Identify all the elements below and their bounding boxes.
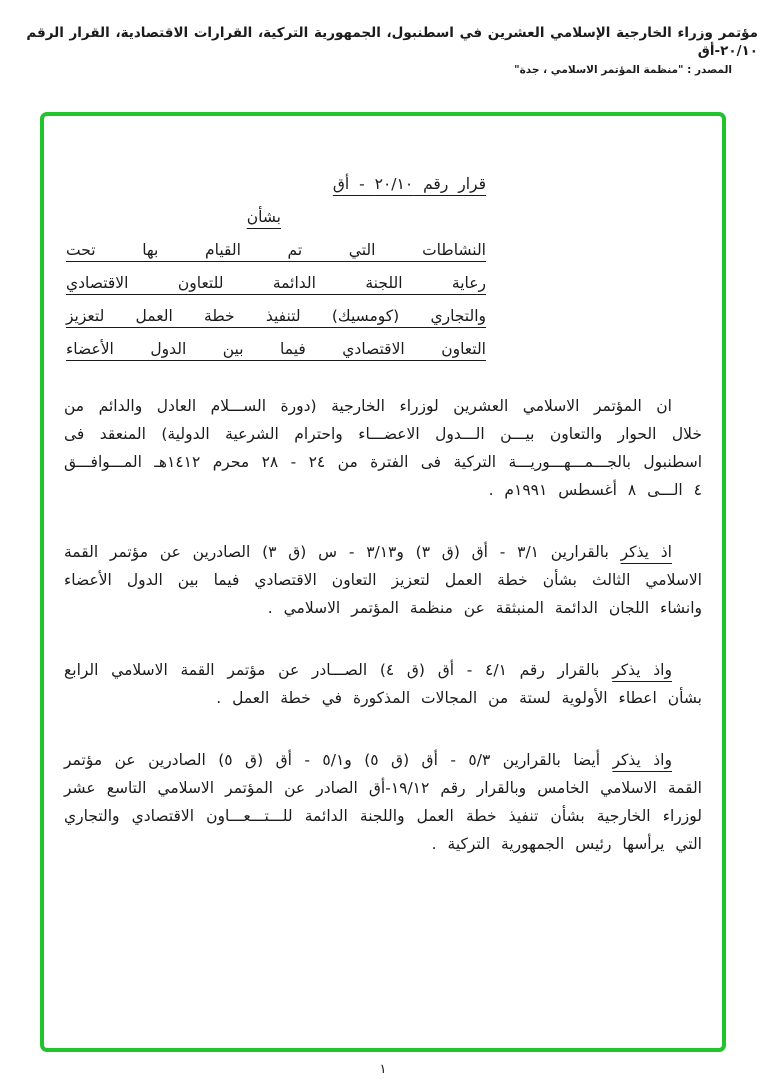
resolution-regarding-line — [66, 201, 486, 234]
paragraph-text: بالقرارين ٣/١ - أق (ق ٣) و٣/١٣ - س (ق ٣) الصادرين عن مؤتمر القمة الاسلامي الثالث بشأن خطة العمل لتعزيز التعاون الاقتصادي فيما بين الدول الأعضاء وانشاء اللجان الدائمة المنبثقة عن منظمة المؤتمر الاسلامي . — [64, 543, 702, 618]
resolution-number-text: قرار رقم ٢٠/١٠ - أق — [332, 175, 486, 194]
page-number: ١ — [379, 1062, 387, 1078]
resolution-subject-line-3 — [66, 300, 486, 333]
paragraph-lead: واذ يذكر — [612, 751, 672, 770]
resolution-subject-text-4: التعاون الاقتصادي فيما بين الدول الأعضاء — [66, 340, 486, 359]
document-header — [0, 0, 766, 76]
resolution-subject-line-1 — [66, 234, 486, 267]
resolution-subject-text-1: النشاطات التي تم القيام بها تحت — [66, 241, 486, 260]
resolution-number-line — [66, 168, 486, 201]
paragraph-lead: اذ يذكر — [620, 543, 672, 562]
resolution-subject-text-2: رعاية اللجنة الدائمة للتعاون الاقتصادي — [66, 274, 486, 293]
paragraph-text: أيضا بالقرارين ٥/٣ - أق (ق ٥) و٥/١ - أق (ق ٥) الصادرين عن مؤتمر القمة الاسلامي الخامس وبالقرار رقم ١٩/١٢-أق الصادر عن المؤتمر الاسلامي التاسع عشر لوزراء الخارجية بشأن تنفيذ خطة العمل واللجنة الدائمة للـــتـــعـــاون الاقتصادي والتجاري التي يرأسها رئيس الجمهورية التركية . — [64, 751, 702, 854]
paragraph-lead: واذ يذكر — [612, 661, 672, 680]
paragraph-text: ان المؤتمر الاسلامي العشرين لوزراء الخارجية (دورة الســـلام العادل والدائم من خلال الحوار والتعاون بيـــن الـــدول الاعضـــاء واحترام الشرعية الدولية) المنعقد فى اسطنبول بالجـــمـــهـــوريـــة التركية فى الفترة من ٢٤ - ٢٨ محرم ١٤١٢هـ المـــوافـــق ٤ الـــى ٨ أغسطس ١٩٩١م . — [64, 397, 703, 500]
preamble-paragraph — [64, 392, 702, 504]
recalling-paragraph-1 — [64, 538, 702, 622]
header-title: مؤتمر وزراء الخارجية الإسلامي العشرين في اسطنبول، الجمهورية التركية، القرارات الاقتصادية، القرار الرقم ٢٠/١٠-أق — [26, 25, 758, 60]
header-source: المصدر : "منظمة المؤتمر الاسلامي ، جدة" — [514, 64, 732, 77]
resolution-regarding-text: بشأن — [246, 208, 281, 227]
paragraph-text: بالقرار رقم ٤/١ - أق (ق ٤) الصـــادر عن مؤتمر القمة الاسلامي الرابع بشأن اعطاء الأولوية لستة من المجالات المذكورة في خطة العمل . — [64, 661, 702, 708]
resolution-subject-line-2 — [66, 267, 486, 300]
resolution-title-block — [66, 168, 486, 366]
recalling-paragraph-3 — [64, 746, 702, 858]
recalling-paragraph-2 — [64, 656, 702, 712]
resolution-subject-line-4 — [66, 333, 486, 366]
resolution-subject-text-3: والتجاري (كومسيك) لتنفيذ خطة العمل لتعزيز — [66, 307, 486, 326]
scan-highlight-frame — [40, 112, 726, 1052]
